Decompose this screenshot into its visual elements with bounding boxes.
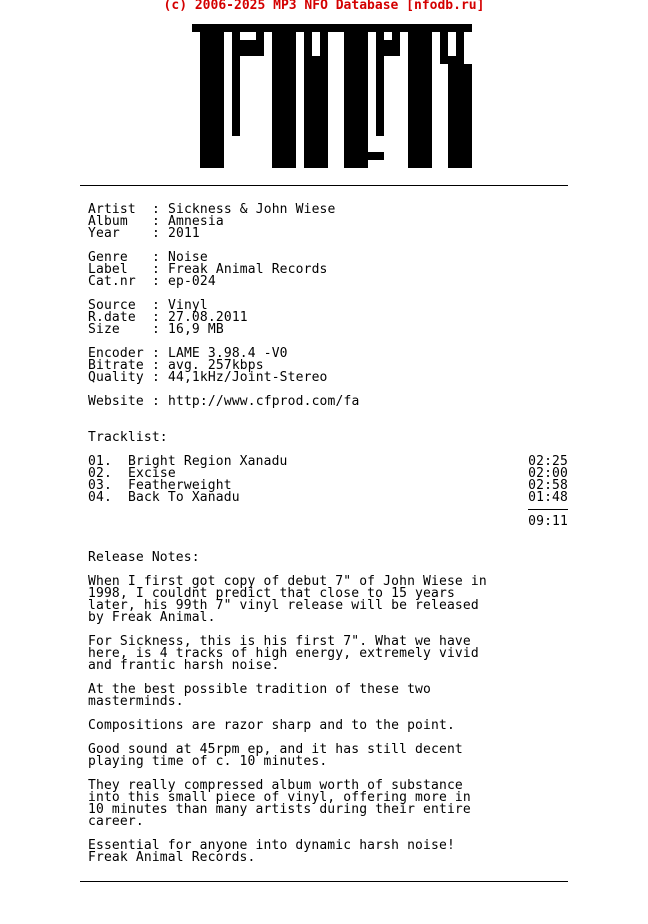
info-label: Size [88, 322, 120, 337]
release-note-line: Essential for anyone into dynamic harsh noise! [88, 838, 455, 853]
release-note-line: They really compressed album worth of substance [88, 778, 463, 793]
notes-heading: Release Notes: [88, 550, 200, 565]
track-time: 02:58 [528, 478, 568, 493]
website-link: http://www.cfprod.com/fa [168, 394, 360, 409]
track-time: 02:00 [528, 466, 568, 481]
tracklist-heading: Tracklist: [88, 430, 168, 445]
track-title: Excise [128, 466, 176, 481]
release-note-line: and frantic harsh noise. [88, 658, 280, 673]
info-value: ep-024 [168, 274, 216, 289]
release-note-line: here, is 4 tracks of high energy, extremely vivid [88, 646, 479, 661]
info-label: Bitrate [88, 358, 144, 373]
site-header: (c) 2006-2025 MP3 NFO Database [nfodb.ru] [163, 0, 485, 13]
info-label: Artist [88, 202, 136, 217]
info-value: avg. 257kbps [168, 358, 264, 373]
release-note-line: Freak Animal Records. [88, 850, 256, 865]
info-separator: : [152, 346, 160, 361]
info-separator: : [152, 298, 160, 313]
track-title: Back To Xanadu [128, 490, 240, 505]
release-note-line: into this small piece of vinyl, offering more in [88, 790, 471, 805]
track-number: 02. [88, 466, 112, 481]
info-value: Sickness & John Wiese [168, 202, 336, 217]
bottom-divider [80, 881, 568, 882]
release-note-line: For Sickness, this is his first 7". What we have [88, 634, 471, 649]
release-note-line: later, his 99th 7" vinyl release will be released [88, 598, 479, 613]
info-value: 16,9 MB [168, 322, 224, 337]
info-separator: : [152, 274, 160, 289]
release-note-line: playing time of c. 10 minutes. [88, 754, 328, 769]
release-note-line: At the best possible tradition of these two [88, 682, 431, 697]
track-number: 01. [88, 454, 112, 469]
info-value: 27.08.2011 [168, 310, 248, 325]
info-separator: : [152, 226, 160, 241]
info-label: Album [88, 214, 128, 229]
release-note-line: career. [88, 814, 144, 829]
info-label: Quality [88, 370, 144, 385]
info-separator: : [152, 310, 160, 325]
track-title: Featherweight [128, 478, 232, 493]
track-time: 01:48 [528, 490, 568, 505]
info-label: R.date [88, 310, 136, 325]
info-label: Website [88, 394, 144, 409]
info-label: Encoder [88, 346, 144, 361]
top-divider [80, 185, 568, 186]
track-number: 03. [88, 478, 112, 493]
release-note-line: 10 minutes than many artists during their entire [88, 802, 471, 817]
info-value: Amnesia [168, 214, 224, 229]
release-note-line: by Freak Animal. [88, 610, 216, 625]
info-value: Vinyl [168, 298, 208, 313]
release-note-line: When I first got copy of debut 7" of John Wiese in [88, 574, 487, 589]
info-value: 44,1kHz/Joint-Stereo [168, 370, 328, 385]
info-separator: : [152, 214, 160, 229]
track-time: 02:25 [528, 454, 568, 469]
info-label: Cat.nr [88, 274, 136, 289]
info-value: Freak Animal Records [168, 262, 328, 277]
info-value: Noise [168, 250, 208, 265]
info-separator: : [152, 262, 160, 277]
info-separator: : [152, 370, 160, 385]
info-label: Label [88, 262, 128, 277]
info-value: LAME 3.98.4 -V0 [168, 346, 288, 361]
release-note-line: Good sound at 45rpm ep, and it has still decent [88, 742, 463, 757]
info-separator: : [152, 202, 160, 217]
release-note-line: 1998, I couldnt predict that close to 15 years [88, 586, 455, 601]
info-separator: : [152, 394, 160, 409]
info-label: Source [88, 298, 136, 313]
info-separator: : [152, 322, 160, 337]
total-divider [528, 509, 568, 510]
info-label: Year [88, 226, 120, 241]
track-title: Bright Region Xanadu [128, 454, 288, 469]
info-separator: : [152, 250, 160, 265]
track-number: 04. [88, 490, 112, 505]
release-note-line: masterminds. [88, 694, 184, 709]
info-label: Genre [88, 250, 128, 265]
info-separator: : [152, 358, 160, 373]
info-value: 2011 [168, 226, 200, 241]
release-note-line: Compositions are razor sharp and to the point. [88, 718, 455, 733]
total-time: 09:11 [528, 514, 568, 529]
